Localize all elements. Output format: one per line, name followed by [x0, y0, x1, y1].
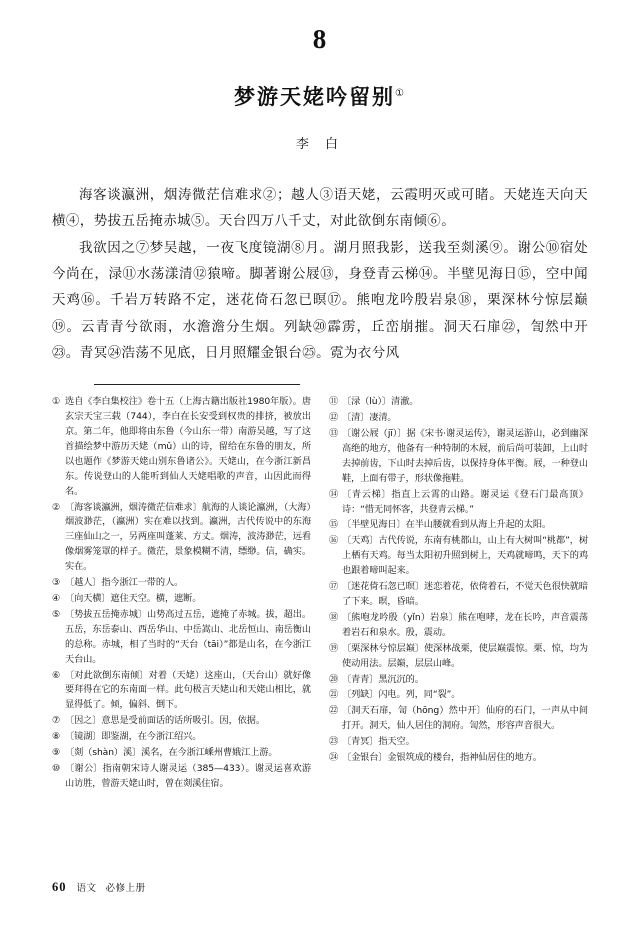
- footnote-marker: ⑧: [52, 731, 61, 743]
- footnote-text: 〔海客谈瀛洲，烟涛微茫信难求〕航海的人谈论瀛洲，（大海）烟波渺茫，（瀛洲）实在难以找到。瀛洲，古代传说中的东海三座仙山之一，另两座叫蓬莱、方丈。烟涛，波涛渺茫，远看像烟雾笼罩的样子。微茫，景象模糊不清，缥缈。信，确实。实在。: [65, 501, 311, 573]
- footnote-text: 选自《李白集校注》卷十五（上海古籍出版社1980年版）。唐玄宗天宝三载（744），李白在长安受到权贵的排挤，被放出京。第二年，他即将由东鲁（今山东一带）南游吴越，写了这首描绘梦中游历天姥（mǔ）山的诗，留给在东鲁的朋友，所以也题作《梦游天姥山别东鲁诸公》。天姥山，在今浙江新昌东。传说登山的人能听到仙人天姥唱歌的声音，山因此而得名。: [65, 396, 311, 497]
- footnote-marker: ⑫: [329, 412, 339, 424]
- footnote-text: 〔青青〕黑沉沉的。: [342, 673, 424, 685]
- footnote-marker: ⑭: [329, 488, 339, 500]
- footnote-marker: ⑦: [52, 715, 61, 727]
- footnotes-column-right: [329, 395, 588, 793]
- footnote-text: 〔清〕凄清。: [342, 412, 397, 424]
- footnote-marker: ⑳: [329, 673, 339, 685]
- footnote-text: 〔列缺〕闪电。列，同“裂”。: [342, 689, 461, 701]
- footnote-item: [329, 411, 588, 426]
- footnote-item: [52, 501, 311, 576]
- footnote-item: [52, 592, 311, 607]
- footnote-text: 〔镜湖〕即鉴湖，在今浙江绍兴。: [65, 731, 202, 743]
- footnote-marker: ⑮: [329, 519, 339, 531]
- footer-volume: 必修上册: [105, 883, 146, 894]
- poem-paragraph: 我欲因之⑦梦吴越，一夜飞度镜湖⑧月。湖月照我影，送我至剡溪⑨。谢公⑩宿处今尚在，渌⑪水荡漾清⑫猿啼。脚著谢公屐⑬，身登青云梯⑭。半壁见海日⑮，空中闻天鸡⑯。千岩万转路不定，迷花倚石忽已暝⑰。熊咆龙吟殷岩泉⑱，栗深林兮惊层巅⑲。云青青兮欲雨，水澹澹分生烟。列缺⑳霹雳，丘峦崩摧。洞天石扉㉒，訇然中开㉓。青冥㉔浩荡不见底，日月照耀金银台㉕。霓为衣兮风: [52, 239, 588, 361]
- footnote-marker: ⑩: [52, 762, 61, 774]
- footnote-marker: ④: [52, 592, 61, 604]
- footnote-item: [52, 762, 311, 792]
- footnote-item: [329, 488, 588, 518]
- footnote-item: [52, 576, 311, 591]
- footnote-text: 〔迷花倚石忽已暝〕迷恋着花，依倚着石，不觉天色很快就暗了下来。暝，昏暗。: [342, 581, 588, 607]
- footnote-item: [329, 534, 588, 579]
- footnote-item: [329, 427, 588, 487]
- footnote-text: 〔渌（lù）〕清澈。: [342, 396, 419, 408]
- footnote-item: [329, 704, 588, 734]
- footnote-text: 〔青冥〕指天空。: [342, 736, 415, 748]
- lesson-number: 8: [312, 24, 328, 54]
- footnote-marker: ①: [52, 396, 61, 408]
- footnote-item: [52, 669, 311, 714]
- footnote-marker: ⑱: [329, 611, 339, 623]
- footnote-text: 〔洞天石扉，訇（hōng）然中开〕仙府的石门，一声从中间打开。洞天，仙人居住的洞府。訇然，形容声音很大。: [342, 705, 588, 732]
- title-note-marker: ①: [395, 88, 406, 99]
- footnote-item: [52, 608, 311, 668]
- footnote-marker: ⑯: [329, 535, 339, 547]
- page-title: [52, 81, 588, 111]
- footnote-text: 〔金银台〕金银筑成的楼台，指神仙居住的地方。: [342, 752, 542, 764]
- footnote-item: [329, 395, 588, 410]
- footnote-item: [329, 518, 588, 533]
- footnote-marker: ㉑: [329, 689, 339, 701]
- footnote-text: 〔势拔五岳掩赤城〕山势高过五岳，遮掩了赤城。拔，超出。五岳，东岳泰山、西岳华山、中岳嵩山、北岳恒山、南岳衡山的总称。赤城，相了当时的“天台（tāi）”都是山名，在今浙江天台山。: [65, 608, 311, 665]
- poem-paragraph: 海客谈瀛洲，烟涛微茫信难求②；越人③语天姥，云霞明灭或可睹。天姥连天向天横④，势拔五岳掩赤城⑤。天台四万八千丈，对此欲倒东南倾⑥。: [52, 187, 588, 230]
- footnote-marker: ㉓: [329, 736, 339, 748]
- footnote-item: [329, 642, 588, 672]
- textbook-page: [0, 24, 640, 939]
- footer-subject: 语文: [76, 883, 97, 894]
- page-footer: [52, 880, 146, 895]
- footnote-item: [52, 746, 311, 761]
- footnote-text: 〔剡（shàn）溪〕溪名，在今浙江嵊州曹娥江上游。: [65, 747, 278, 759]
- footnote-marker: ⑬: [329, 428, 339, 439]
- footnotes-column-left: [52, 395, 311, 793]
- footnote-text: 〔因之〕意思是受前面话的话所吸引。因，依据。: [65, 715, 265, 727]
- footnote-marker: ㉔: [329, 752, 339, 764]
- page-title-text: 梦游天姥吟留别: [234, 84, 396, 109]
- footnote-item: [329, 751, 588, 766]
- footnote-text: 〔熊咆龙吟殷（yǐn）岩泉〕熊在咆哮，龙在长吟，声音震荡着岩石和泉水。殷，震动。: [342, 611, 588, 638]
- footnote-marker: ㉒: [329, 705, 339, 717]
- author-name: 李 白: [295, 137, 345, 152]
- footnote-item: [329, 580, 588, 610]
- footnote-item: [52, 730, 311, 745]
- page-number: 60: [52, 880, 67, 894]
- footnote-item: [52, 714, 311, 729]
- footnote-text: 〔谢公屐（jī）〕据《宋书·谢灵运传》，谢灵运游山，必到幽深高绝的地方，他备有一种特制的木屐，前后尚可装卸，上山时去掉前齿，下山时去掉后齿，以保持身体平衡。屐，一种登山鞋，上面有带子，形状像拖鞋。: [342, 428, 588, 484]
- footnote-marker: ⑲: [329, 642, 339, 654]
- footnote-marker: ⑪: [329, 396, 339, 408]
- poem-body: [52, 182, 588, 366]
- footnote-text: 〔栗深林兮惊层巅〕使深林战栗，使层巅震惊。栗、惊，均为使动用法。层巅，层层山峰。: [342, 642, 588, 669]
- footnote-marker: ③: [52, 577, 61, 589]
- footnote-marker: ⑨: [52, 747, 61, 759]
- footnote-marker: ②: [52, 501, 61, 513]
- footnotes: [52, 395, 588, 793]
- footnote-item: [52, 395, 311, 499]
- footnote-text: 〔天鸡〕古代传说，东南有桃都山，山上有大树叫“桃都”，树上栖有天鸡。每当太阳初升照到树上，天鸡就啼鸣，天下的鸡也跟着啼叫起来。: [342, 535, 588, 577]
- footnote-marker: ⑤: [52, 608, 61, 620]
- footnote-text: 〔对此欲倒东南倾〕对着（天姥）这座山，（天台山）就好像要拜得在它的东南面一样。此句极言天姥山和天姥山相比，就显得低了。倾，偏斜、倒下。: [65, 669, 311, 711]
- footnote-text: 〔谢公〕指南朝宋诗人谢灵运（385—433）。谢灵运喜欢游山访胜，曾游天姥山时，曾在剡溪住宿。: [65, 762, 311, 789]
- footnote-item: [329, 688, 588, 703]
- footnote-item: [329, 673, 588, 688]
- footnote-text: 〔半壁见海日〕在半山腰就看到从海上升起的太阳。: [342, 519, 552, 531]
- footnote-marker: ⑥: [52, 669, 61, 681]
- footnote-text: 〔向天横〕遮住天空。横，遮断。: [65, 592, 202, 604]
- footnote-text: 〔越人〕指今浙江一带的人。: [65, 577, 184, 589]
- footnote-marker: ⑰: [329, 581, 339, 593]
- footnote-item: [329, 611, 588, 641]
- footnote-divider: [94, 384, 300, 385]
- footnote-text: 〔青云梯〕指直上云霄的山路。谢灵运《登石门最高顶》诗：“惜无同怀客，共登青云梯。”: [342, 488, 588, 515]
- footnote-item: [329, 735, 588, 750]
